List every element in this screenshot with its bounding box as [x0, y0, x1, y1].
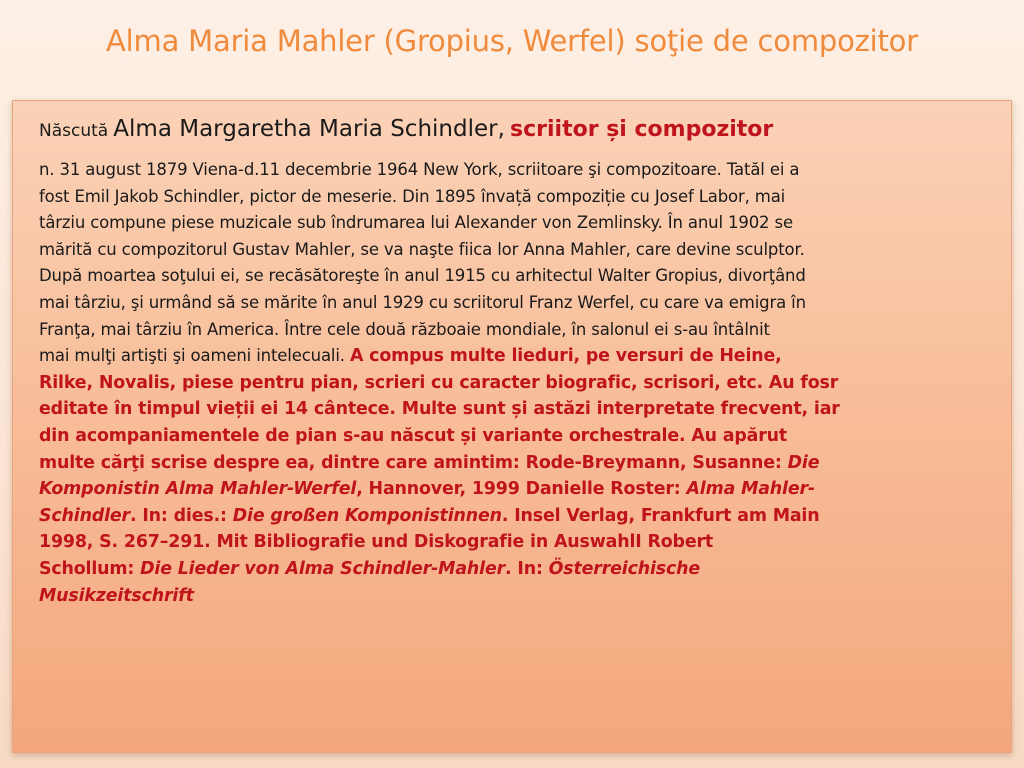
- text-highlight-line: [39, 503, 983, 530]
- slide-title: Alma Maria Mahler (Gropius, Werfel) soţie de compozitor: [106, 24, 918, 58]
- text-line: Franţa, mai târziu în America. Între cele două războaie mondiale, în salonul ei s-au întâlnit: [39, 319, 770, 339]
- text-highlight: A compus multe lieduri, pe versuri de Heine,: [349, 346, 782, 367]
- text-highlight-line: [39, 450, 983, 477]
- book-title: Schindler: [39, 505, 130, 526]
- text-line: fost Emil Jakob Schindler, pictor de meserie. Din 1895 învață compoziție cu Josef Labor, mai: [39, 186, 786, 206]
- text-line: După moartea soţului ei, se recăsătoreşte în anul 1915 cu arhitectul Walter Gropius, divorţând: [39, 266, 806, 286]
- text-line: mărită cu compozitorul Gustav Mahler, se va naşte fiica lor Anna Mahler, care devine sculptor.: [39, 239, 805, 259]
- content-heading: [39, 113, 983, 147]
- text-line: n. 31 august 1879 Viena-d.11 decembrie 1964 New York, scriitoare şi compozitoare. Tatăl ei a: [39, 160, 800, 179]
- text-highlight-line: [39, 476, 983, 503]
- heading-name: Alma Margaretha Maria Schindler: [113, 116, 498, 142]
- text-highlight: Schollum:: [39, 558, 141, 579]
- book-title: Die: [787, 452, 820, 473]
- text-highlight-line: din acompaniamentele de pian s-au născut și variante orchestrale. Au apărut: [39, 425, 788, 446]
- book-title: Die großen Komponistinnen: [232, 505, 502, 526]
- heading-comma: ,: [497, 116, 505, 142]
- text-highlight-line: editate în timpul vieții ei 14 cântece. Multe sunt și astăzi interpretate frecvent, iar: [39, 399, 840, 420]
- content-panel: [12, 100, 1012, 753]
- text-line: târziu compune piese muzicale sub îndrumarea lui Alexander von Zemlinsky. În anul 1902 se: [39, 213, 793, 233]
- text-highlight: . In:: [505, 558, 549, 579]
- book-title: Die Lieder von Alma Schindler-Mahler: [140, 558, 506, 579]
- text-highlight-line: 1998, S. 267–291. Mit Bibliografie und Diskografie in AuswahlI Robert: [39, 532, 714, 553]
- biography-text: [39, 157, 983, 609]
- book-title: Komponistin Alma Mahler-Werfel: [39, 479, 357, 500]
- book-title: Österreichische: [548, 558, 701, 579]
- text-line: [39, 343, 983, 370]
- text-highlight: . Insel Verlag, Frankfurt am Main: [501, 505, 820, 526]
- text-highlight: multe cărţi scrise despre ea, dintre care amintim: Rode-Breymann, Susanne:: [39, 452, 788, 473]
- text-highlight-line: [39, 583, 983, 610]
- heading-role: scriitor și compozitor: [510, 117, 774, 142]
- heading-prefix: Născută: [39, 121, 109, 141]
- text-highlight: . In: dies.:: [130, 505, 233, 526]
- text-plain: mai mulţi artişti şi oameni intelecuali.: [39, 346, 350, 366]
- book-title: Musikzeitschrift: [39, 585, 194, 606]
- text-highlight-line: Rilke, Novalis, piese pentru pian, scrieri cu caracter biografic, scrisori, etc. Au fosr: [39, 372, 839, 393]
- text-highlight: , Hannover, 1999 Danielle Roster:: [356, 479, 687, 500]
- text-line: mai târziu, şi urmând să se mărite în anul 1929 cu scriitorul Franz Werfel, cu care va emigra în: [39, 292, 806, 312]
- text-highlight-line: [39, 556, 983, 583]
- book-title: Alma Mahler-: [686, 479, 815, 500]
